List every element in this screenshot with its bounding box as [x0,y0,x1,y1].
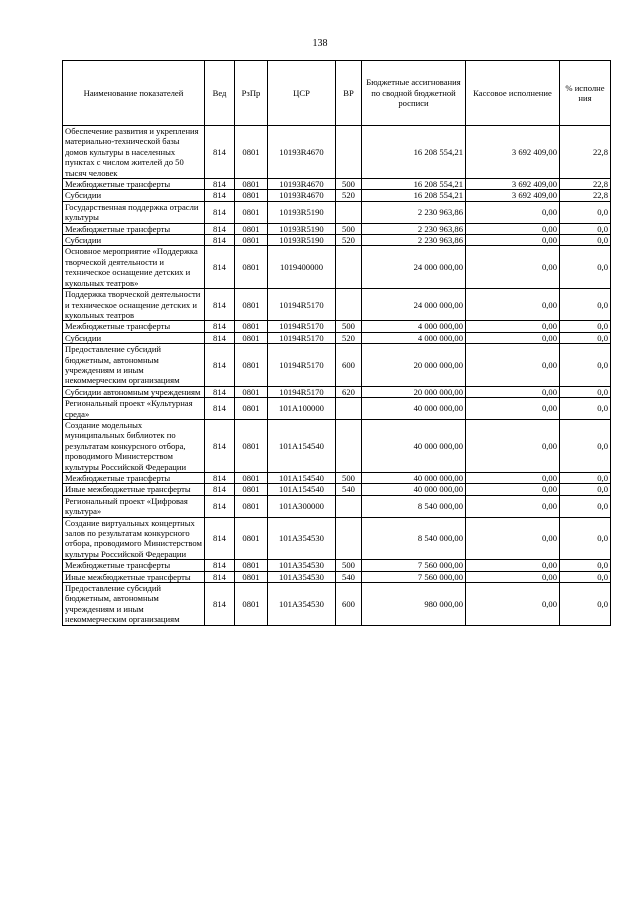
cell-percent: 0,0 [560,289,611,321]
cell-csr: 101A154540 [268,419,336,472]
table-row [63,495,611,517]
cell-csr: 10193R5190 [268,235,336,246]
cell-percent: 0,0 [560,235,611,246]
cell-budget: 2 230 963,86 [362,223,466,234]
cell-name: Региональный проект «Цифровая культура» [63,495,205,517]
cell-percent: 0,0 [560,201,611,223]
cell-csr: 101A354530 [268,583,336,626]
cell-name: Межбюджетные трансферты [63,321,205,332]
cell-ved: 814 [205,386,235,397]
cell-name: Создание модельных муниципальных библиотек по результатам конкурсного отбора, проводимого Министерством культуры Российской Федерации [63,419,205,472]
cell-ved: 814 [205,179,235,190]
cell-vr: 540 [336,571,362,582]
cell-rzpr: 0801 [235,201,268,223]
cell-name: Государственная поддержка отрасли культуры [63,201,205,223]
cell-rzpr: 0801 [235,571,268,582]
cell-budget: 40 000 000,00 [362,484,466,495]
table-row [63,344,611,387]
cell-rzpr: 0801 [235,560,268,571]
cell-csr: 10194R5170 [268,386,336,397]
cell-budget: 8 540 000,00 [362,517,466,560]
cell-ved: 814 [205,583,235,626]
table-row [63,179,611,190]
cell-percent: 0,0 [560,398,611,420]
cell-name: Межбюджетные трансферты [63,223,205,234]
cell-name: Иные межбюджетные трансферты [63,484,205,495]
cell-vr [336,289,362,321]
table-row [63,571,611,582]
cell-csr: 101A154540 [268,473,336,484]
cell-budget: 7 560 000,00 [362,560,466,571]
table-row [63,473,611,484]
cell-cash: 0,00 [466,583,560,626]
cell-budget: 8 540 000,00 [362,495,466,517]
cell-rzpr: 0801 [235,386,268,397]
cell-percent: 0,0 [560,571,611,582]
cell-rzpr: 0801 [235,126,268,179]
cell-cash: 0,00 [466,332,560,343]
cell-ved: 814 [205,246,235,289]
cell-budget: 16 208 554,21 [362,126,466,179]
cell-ved: 814 [205,235,235,246]
cell-percent: 0,0 [560,419,611,472]
cell-csr: 101A354530 [268,560,336,571]
cell-ved: 814 [205,201,235,223]
page-number: 138 [312,38,328,49]
cell-name: Создание виртуальных концертных залов по результатам конкурсного отбора, проводимого Министерством культуры Российской Федерации [63,517,205,560]
header-vr: ВР [336,61,362,126]
cell-ved: 814 [205,126,235,179]
cell-cash: 0,00 [466,571,560,582]
cell-ved: 814 [205,321,235,332]
cell-percent: 0,0 [560,495,611,517]
cell-name: Основное мероприятие «Поддержка творческой деятельности и техническое оснащение детских и кукольных театров» [63,246,205,289]
cell-name: Межбюджетные трансферты [63,560,205,571]
cell-percent: 0,0 [560,517,611,560]
cell-vr: 620 [336,386,362,397]
cell-budget: 2 230 963,86 [362,235,466,246]
cell-rzpr: 0801 [235,223,268,234]
cell-budget: 24 000 000,00 [362,289,466,321]
cell-cash: 3 692 409,00 [466,190,560,201]
header-name: Наименование показателей [63,61,205,126]
cell-percent: 0,0 [560,344,611,387]
cell-budget: 40 000 000,00 [362,398,466,420]
table-row [63,517,611,560]
cell-cash: 0,00 [466,560,560,571]
cell-name: Предоставление субсидий бюджетным, автономным учреждениям и иным некоммерческим организациям [63,583,205,626]
cell-vr: 540 [336,484,362,495]
cell-budget: 40 000 000,00 [362,419,466,472]
cell-budget: 2 230 963,86 [362,201,466,223]
table-row [63,235,611,246]
cell-ved: 814 [205,344,235,387]
cell-budget: 4 000 000,00 [362,332,466,343]
cell-vr [336,419,362,472]
cell-percent: 22,8 [560,179,611,190]
cell-cash: 0,00 [466,321,560,332]
cell-rzpr: 0801 [235,583,268,626]
cell-csr: 10193R5190 [268,201,336,223]
cell-rzpr: 0801 [235,484,268,495]
cell-ved: 814 [205,571,235,582]
cell-rzpr: 0801 [235,398,268,420]
cell-percent: 0,0 [560,583,611,626]
cell-rzpr: 0801 [235,179,268,190]
cell-percent: 0,0 [560,473,611,484]
table-row [63,560,611,571]
cell-percent: 0,0 [560,223,611,234]
table-header-row [63,61,611,126]
cell-cash: 0,00 [466,344,560,387]
cell-vr [336,495,362,517]
cell-vr [336,246,362,289]
cell-name: Обеспечение развития и укрепления материально-технической базы домов культуры в населенных пунктах с числом жителей до 50 тысяч человек [63,126,205,179]
cell-budget: 20 000 000,00 [362,344,466,387]
cell-ved: 814 [205,484,235,495]
cell-percent: 0,0 [560,332,611,343]
cell-budget: 24 000 000,00 [362,246,466,289]
cell-budget: 40 000 000,00 [362,473,466,484]
cell-ved: 814 [205,332,235,343]
header-budget: Бюджетные ассигнования по сводной бюджетной росписи [362,61,466,126]
cell-csr: 10193R4670 [268,190,336,201]
header-ved: Вед [205,61,235,126]
cell-csr: 101A300000 [268,495,336,517]
table-row [63,386,611,397]
cell-percent: 0,0 [560,321,611,332]
cell-vr: 500 [336,321,362,332]
cell-csr: 101A100000 [268,398,336,420]
cell-ved: 814 [205,190,235,201]
cell-rzpr: 0801 [235,246,268,289]
cell-name: Межбюджетные трансферты [63,179,205,190]
cell-cash: 0,00 [466,235,560,246]
cell-vr [336,517,362,560]
cell-csr: 10194R5170 [268,321,336,332]
table-row [63,289,611,321]
cell-budget: 4 000 000,00 [362,321,466,332]
cell-vr: 520 [336,190,362,201]
header-percent: % исполне ния [560,61,611,126]
cell-csr: 10194R5170 [268,344,336,387]
cell-rzpr: 0801 [235,332,268,343]
cell-csr: 10193R4670 [268,179,336,190]
table-row [63,332,611,343]
table-row [63,126,611,179]
cell-budget: 980 000,00 [362,583,466,626]
cell-percent: 0,0 [560,246,611,289]
cell-ved: 814 [205,495,235,517]
cell-budget: 16 208 554,21 [362,190,466,201]
cell-cash: 0,00 [466,386,560,397]
cell-csr: 10193R4670 [268,126,336,179]
cell-cash: 0,00 [466,517,560,560]
cell-cash: 0,00 [466,473,560,484]
cell-rzpr: 0801 [235,190,268,201]
cell-rzpr: 0801 [235,289,268,321]
cell-ved: 814 [205,289,235,321]
cell-csr: 10194R5170 [268,289,336,321]
cell-vr: 500 [336,179,362,190]
budget-execution-table [62,60,611,626]
cell-cash: 0,00 [466,289,560,321]
cell-cash: 0,00 [466,484,560,495]
cell-csr: 101A154540 [268,484,336,495]
cell-percent: 0,0 [560,560,611,571]
cell-ved: 814 [205,398,235,420]
cell-ved: 814 [205,560,235,571]
cell-name: Субсидии автономным учреждениям [63,386,205,397]
cell-name: Субсидии [63,332,205,343]
cell-vr [336,201,362,223]
table-row [63,398,611,420]
cell-csr: 1019400000 [268,246,336,289]
cell-rzpr: 0801 [235,517,268,560]
cell-vr: 600 [336,344,362,387]
table-row [63,321,611,332]
cell-name: Субсидии [63,190,205,201]
cell-csr: 10193R5190 [268,223,336,234]
cell-budget: 7 560 000,00 [362,571,466,582]
cell-budget: 16 208 554,21 [362,179,466,190]
cell-cash: 0,00 [466,223,560,234]
cell-name: Предоставление субсидий бюджетным, автономным учреждениям и иным некоммерческим организациям [63,344,205,387]
cell-cash: 0,00 [466,398,560,420]
cell-cash: 0,00 [466,246,560,289]
table-row [63,223,611,234]
cell-vr: 500 [336,223,362,234]
table-row [63,484,611,495]
cell-name: Межбюджетные трансферты [63,473,205,484]
cell-rzpr: 0801 [235,495,268,517]
header-csr: ЦСР [268,61,336,126]
cell-name: Иные межбюджетные трансферты [63,571,205,582]
cell-rzpr: 0801 [235,344,268,387]
cell-cash: 0,00 [466,201,560,223]
cell-vr [336,126,362,179]
cell-percent: 22,8 [560,190,611,201]
cell-name: Субсидии [63,235,205,246]
header-cash: Кассовое исполнение [466,61,560,126]
cell-cash: 3 692 409,00 [466,126,560,179]
cell-cash: 0,00 [466,419,560,472]
cell-percent: 0,0 [560,386,611,397]
cell-vr: 520 [336,235,362,246]
cell-rzpr: 0801 [235,321,268,332]
cell-vr: 500 [336,560,362,571]
cell-percent: 22,8 [560,126,611,179]
cell-vr [336,398,362,420]
cell-ved: 814 [205,223,235,234]
cell-vr: 520 [336,332,362,343]
cell-ved: 814 [205,473,235,484]
cell-rzpr: 0801 [235,419,268,472]
cell-csr: 101A354530 [268,571,336,582]
cell-csr: 10194R5170 [268,332,336,343]
cell-ved: 814 [205,419,235,472]
cell-csr: 101A354530 [268,517,336,560]
cell-vr: 600 [336,583,362,626]
cell-rzpr: 0801 [235,473,268,484]
cell-cash: 0,00 [466,495,560,517]
cell-percent: 0,0 [560,484,611,495]
cell-budget: 20 000 000,00 [362,386,466,397]
table-row [63,583,611,626]
cell-vr: 500 [336,473,362,484]
cell-cash: 3 692 409,00 [466,179,560,190]
table-row [63,201,611,223]
cell-ved: 814 [205,517,235,560]
cell-name: Региональный проект «Культурная среда» [63,398,205,420]
cell-rzpr: 0801 [235,235,268,246]
table-row [63,419,611,472]
cell-name: Поддержка творческой деятельности и техническое оснащение детских и кукольных театров [63,289,205,321]
table-body [63,126,611,626]
table-row [63,246,611,289]
table-row [63,190,611,201]
header-rzpr: РзПр [235,61,268,126]
